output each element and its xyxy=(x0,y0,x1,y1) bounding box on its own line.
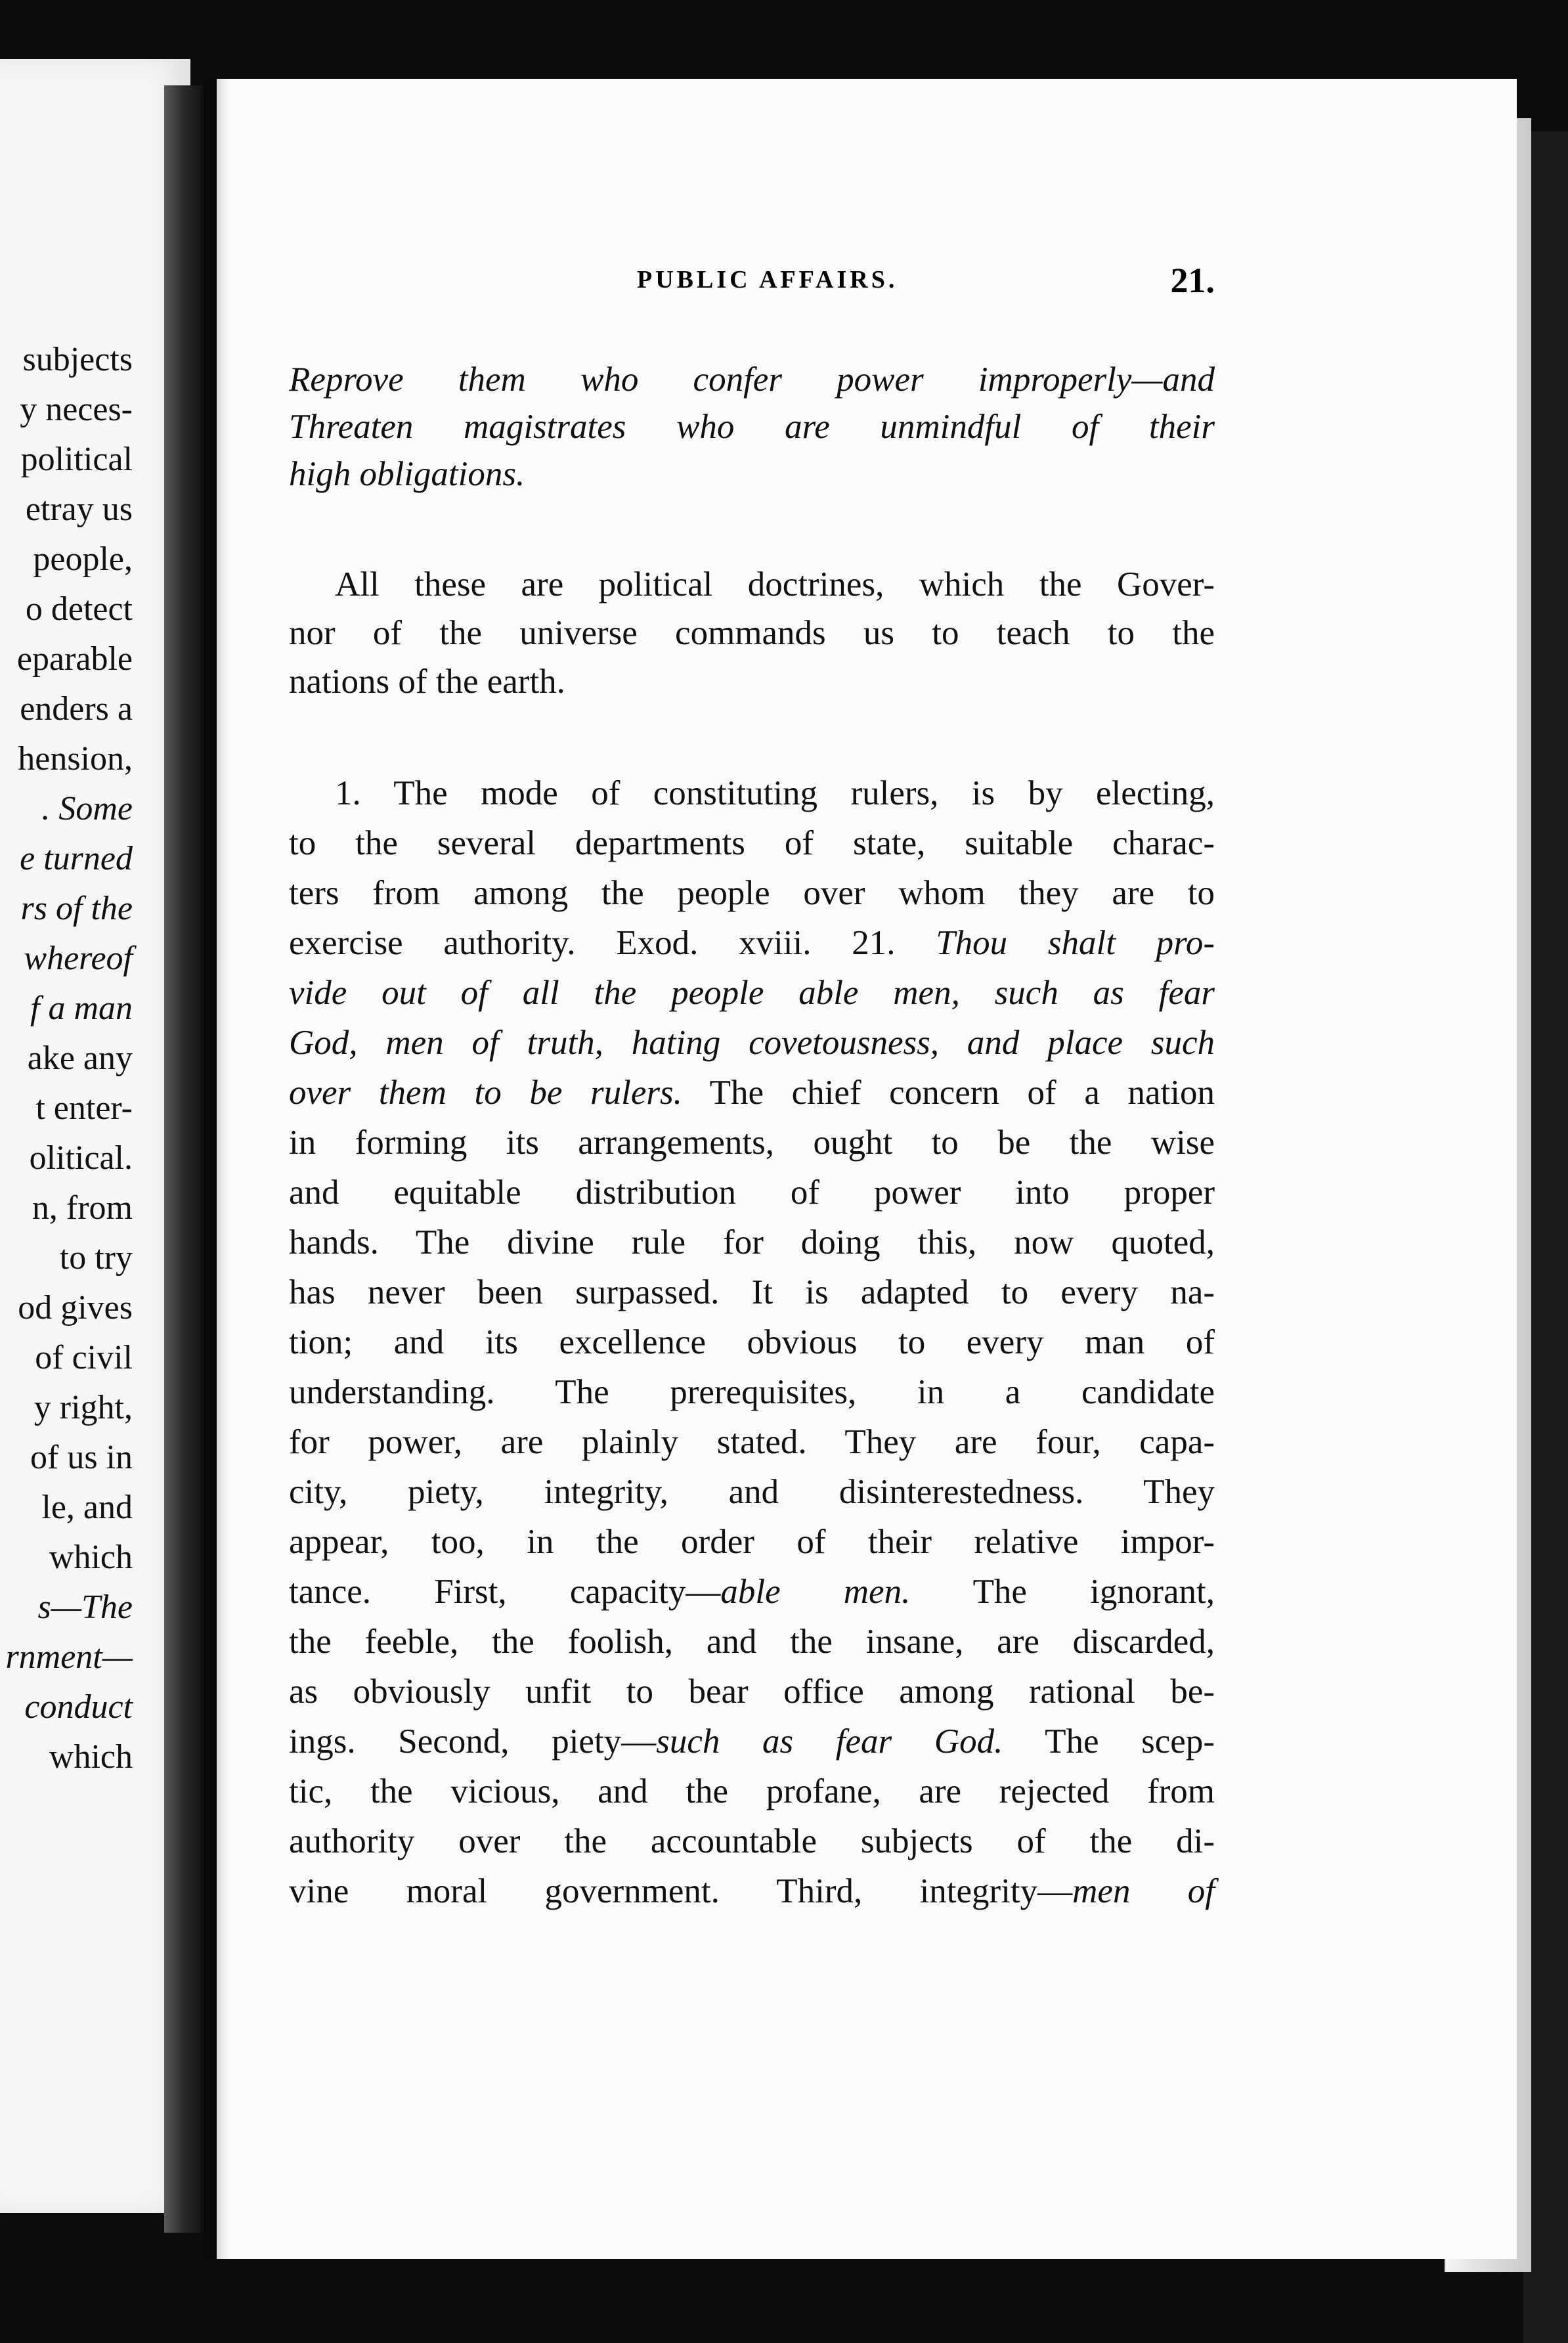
text-line xyxy=(289,1866,1215,1916)
text-span-italic: men of xyxy=(1072,1872,1215,1910)
left-page-line: which xyxy=(49,1539,133,1576)
left-page-line: of us in xyxy=(30,1439,133,1476)
left-page-line: s—The xyxy=(37,1588,133,1626)
left-page-line: le, and xyxy=(41,1489,133,1526)
text-span: vine moral government. Third, integrity— xyxy=(289,1872,1073,1910)
text-span: The ignorant, xyxy=(972,1573,1215,1611)
left-page-line: eparable xyxy=(16,640,133,678)
left-page-line: etray us xyxy=(25,491,133,528)
text-line: has never been surpassed. It is adapted to every na- xyxy=(289,1273,1215,1311)
left-page-line: e turned xyxy=(20,840,133,877)
left-page-line: y right, xyxy=(33,1389,133,1426)
text-line: city, piety, integrity, and disinterestedness. They xyxy=(289,1473,1215,1511)
left-page-line: to try xyxy=(59,1239,133,1277)
left-page-line: enders a xyxy=(20,690,133,728)
text-line: high obligations. xyxy=(289,455,525,493)
left-page-line: rs of the xyxy=(20,890,133,927)
left-page-line: political xyxy=(20,441,133,478)
left-facing-page xyxy=(0,59,190,2213)
page-header xyxy=(289,257,1215,310)
text-line: God, men of truth, hating covetousness, and place such xyxy=(289,1024,1215,1062)
left-page-line: subjects xyxy=(22,341,133,378)
left-page-line: od gives xyxy=(18,1289,133,1326)
text-line: understanding. The prerequisites, in a candidate xyxy=(289,1373,1215,1411)
text-line: ters from among the people over whom they are to xyxy=(289,874,1215,912)
left-page-line: rnment— xyxy=(5,1638,133,1676)
text-line: tion; and its excellence obvious to every man of xyxy=(289,1323,1215,1361)
running-head: PUBLIC AFFAIRS. xyxy=(637,266,898,294)
spine-shadow xyxy=(204,79,230,2259)
left-page-line: t enter- xyxy=(35,1089,133,1127)
left-page-line: people, xyxy=(33,540,133,578)
text-span-italic: able men. xyxy=(720,1573,911,1611)
left-page-line: y neces- xyxy=(20,391,133,428)
text-span-italic: Thou shalt pro- xyxy=(936,924,1215,962)
text-line: and equitable distribution of power into proper xyxy=(289,1173,1215,1212)
page-number: 21. xyxy=(1170,261,1215,300)
left-page-line: . Some xyxy=(41,790,133,827)
text-line: for power, are plainly stated. They are four, capa- xyxy=(289,1423,1215,1461)
text-span: tance. First, capacity— xyxy=(289,1573,721,1611)
text-line: appear, too, in the order of their relative impor- xyxy=(289,1523,1215,1561)
text-line: to the several departments of state, suitable charac- xyxy=(289,824,1215,862)
left-page-line: ake any xyxy=(27,1040,133,1077)
text-span-italic: such as fear God. xyxy=(656,1722,1003,1761)
left-page-line: hension, xyxy=(18,740,133,777)
left-page-line: o detect xyxy=(25,590,133,628)
text-line: vide out of all the people able men, such as fear xyxy=(289,974,1215,1012)
text-line: nor of the universe commands us to teach to the xyxy=(289,614,1215,652)
text-line xyxy=(289,1567,1215,1617)
text-line: in forming its arrangements, ought to be the wise xyxy=(289,1124,1215,1162)
text-line: 1. The mode of constituting rulers, is by electing, xyxy=(335,774,1215,812)
left-page-line: conduct xyxy=(24,1688,133,1726)
text-line: All these are political doctrines, which the Gover- xyxy=(335,565,1215,603)
text-span: The chief concern of a nation xyxy=(709,1074,1215,1112)
text-line xyxy=(289,918,1215,968)
text-line: Reprove them who confer power improperly—and xyxy=(289,361,1215,399)
text-line xyxy=(289,1068,1215,1118)
left-page-gutter xyxy=(164,85,204,2233)
text-line: as obviously unfit to bear office among rational be- xyxy=(289,1673,1215,1711)
text-line: hands. The divine rule for doing this, now quoted, xyxy=(289,1223,1215,1261)
left-page-line: f a man xyxy=(30,990,133,1027)
text-line: tic, the vicious, and the profane, are rejected from xyxy=(289,1772,1215,1810)
text-line: the feeble, the foolish, and the insane, are discarded, xyxy=(289,1623,1215,1661)
left-page-line: whereof xyxy=(24,940,133,977)
text-line: nations of the earth. xyxy=(289,663,565,701)
left-page-line: of civil xyxy=(35,1339,133,1376)
text-span: exercise authority. Exod. xviii. 21. xyxy=(289,924,896,962)
left-page-line: which xyxy=(49,1738,133,1776)
left-page-line: olitical. xyxy=(29,1139,133,1177)
left-page-line: n, from xyxy=(32,1189,133,1227)
text-span-italic: over them to be rulers. xyxy=(289,1074,682,1112)
text-span: ings. Second, piety— xyxy=(289,1722,657,1761)
text-span: The scep- xyxy=(1045,1722,1215,1761)
text-line xyxy=(289,1717,1215,1766)
text-line: Threaten magistrates who are unmindful of their xyxy=(289,408,1215,446)
text-line: authority over the accountable subjects of the di- xyxy=(289,1822,1215,1860)
